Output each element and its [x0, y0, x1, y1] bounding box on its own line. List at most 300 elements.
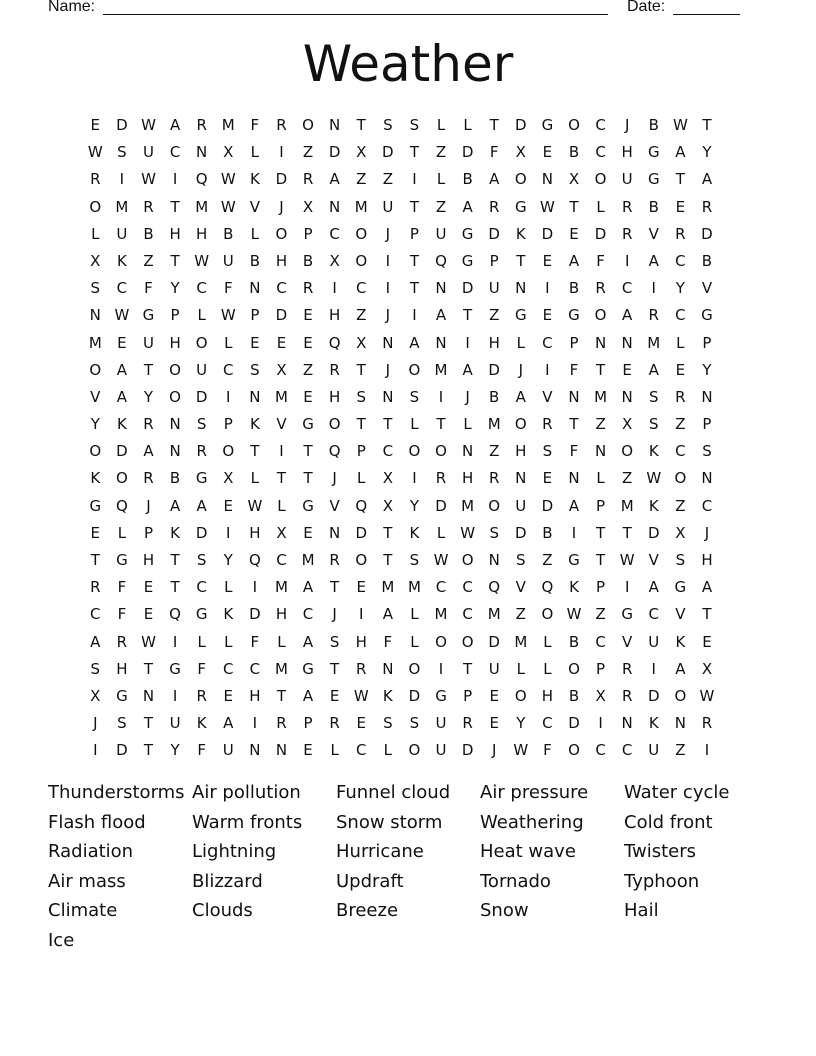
- grid-cell: N: [329, 116, 341, 134]
- grid-cell: L: [543, 659, 552, 678]
- grid-cell: L: [197, 632, 206, 651]
- grid-cell: G: [302, 496, 314, 515]
- word-list-item: Snow storm: [336, 811, 443, 833]
- grid-cell: T: [595, 360, 606, 379]
- grid-cell: N: [169, 442, 181, 461]
- grid-cell: W: [460, 523, 476, 542]
- grid-cell: K: [648, 714, 659, 733]
- grid-cell: A: [302, 578, 314, 597]
- grid-cell: N: [382, 333, 394, 352]
- grid-cell: K: [648, 442, 659, 461]
- grid-cell: H: [701, 551, 713, 569]
- grid-cell: G: [461, 224, 474, 243]
- grid-row: [82, 330, 720, 357]
- grid-cell: Z: [595, 605, 606, 624]
- grid-cell: W: [247, 496, 263, 515]
- grid-cell: J: [332, 469, 337, 488]
- grid-cell: I: [412, 306, 417, 325]
- grid-cell: O: [89, 360, 102, 379]
- grid-cell: L: [383, 741, 392, 760]
- grid-cell: I: [651, 279, 656, 298]
- grid-cell: O: [169, 360, 181, 379]
- grid-cell: V: [90, 387, 101, 406]
- grid-cell: T: [356, 360, 366, 379]
- grid-cell: T: [409, 279, 419, 298]
- grid-cell: Y: [409, 496, 419, 515]
- grid-cell: N: [621, 387, 633, 406]
- grid-cell: U: [382, 197, 394, 216]
- grid-cell: D: [488, 360, 500, 379]
- grid-cell: H: [621, 143, 633, 162]
- grid-cell: L: [277, 496, 286, 515]
- grid-row: [82, 601, 720, 628]
- grid-cell: O: [275, 224, 288, 243]
- grid-cell: T: [330, 659, 340, 678]
- grid-cell: X: [568, 170, 580, 189]
- grid-cell: D: [461, 741, 474, 760]
- grid-cell: X: [701, 659, 713, 678]
- grid-cell: L: [436, 523, 446, 542]
- grid-cell: T: [170, 197, 180, 216]
- grid-cell: S: [383, 714, 393, 733]
- grid-cell: X: [276, 360, 287, 379]
- grid-cell: N: [329, 523, 341, 542]
- grid-cell: J: [465, 387, 470, 406]
- grid-cell: I: [598, 714, 603, 733]
- grid-cell: O: [461, 551, 474, 569]
- grid-cell: E: [303, 333, 313, 352]
- grid-cell: W: [220, 306, 236, 325]
- grid-cell: D: [382, 143, 394, 162]
- grid-cell: H: [169, 224, 181, 243]
- grid-cell: T: [276, 469, 287, 488]
- grid-cell: O: [328, 415, 341, 434]
- grid-cell: I: [359, 605, 364, 624]
- grid-cell: M: [407, 578, 421, 597]
- grid-cell: I: [279, 143, 284, 162]
- grid-cell: K: [382, 686, 393, 705]
- grid-cell: S: [196, 415, 207, 434]
- grid-cell: E: [90, 116, 101, 134]
- grid-cell: A: [169, 496, 181, 515]
- grid-cell: J: [385, 360, 391, 379]
- grid-cell: N: [89, 306, 101, 325]
- grid-cell: R: [595, 279, 606, 298]
- grid-cell: L: [357, 469, 366, 488]
- grid-cell: L: [250, 469, 260, 488]
- grid-cell: O: [89, 442, 102, 461]
- grid-cell: M: [594, 387, 608, 406]
- grid-cell: A: [223, 714, 234, 733]
- grid-cell: A: [675, 143, 686, 162]
- grid-cell: L: [277, 632, 286, 651]
- grid-cell: L: [596, 469, 605, 488]
- grid-cell: O: [594, 170, 607, 189]
- grid-cell: O: [568, 659, 580, 678]
- grid-cell: C: [435, 578, 447, 597]
- grid-cell: G: [514, 306, 527, 325]
- word-list-item: Heat wave: [480, 841, 576, 863]
- grid-cell: J: [93, 714, 98, 733]
- grid-cell: V: [701, 279, 713, 298]
- grid-cell: L: [250, 224, 260, 243]
- word-list-item: Water cycle: [624, 782, 730, 803]
- grid-cell: T: [330, 578, 340, 597]
- grid-cell: R: [302, 170, 314, 189]
- grid-cell: R: [143, 469, 154, 488]
- grid-cell: K: [675, 632, 686, 651]
- grid-cell: I: [438, 387, 444, 406]
- grid-cell: C: [249, 659, 261, 678]
- grid-cell: T: [303, 469, 313, 488]
- grid-cell: L: [330, 741, 339, 760]
- word-list-item: Radiation: [48, 841, 134, 863]
- word-list-item: Funnel cloud: [336, 782, 451, 803]
- grid-cell: L: [436, 170, 446, 189]
- grid-cell: U: [222, 741, 234, 760]
- grid-cell: T: [250, 442, 260, 461]
- grid-cell: N: [568, 469, 580, 488]
- grid-cell: R: [701, 197, 713, 216]
- grid-cell: C: [595, 116, 606, 134]
- grid-cell: Z: [435, 197, 447, 216]
- grid-cell: T: [463, 659, 473, 678]
- grid-row: [82, 710, 720, 737]
- grid-cell: R: [196, 442, 207, 461]
- grid-cell: A: [648, 251, 659, 270]
- grid-cell: U: [116, 224, 128, 243]
- grid-cell: E: [250, 333, 260, 352]
- grid-cell: Q: [355, 496, 368, 515]
- grid-cell: P: [409, 224, 419, 243]
- grid-cell: N: [674, 714, 686, 733]
- grid-cell: F: [117, 578, 127, 597]
- grid-cell: I: [226, 523, 231, 542]
- word-list-item: Warm fronts: [192, 811, 303, 833]
- grid-row: [82, 112, 720, 139]
- grid-row: [82, 493, 720, 520]
- grid-cell: D: [541, 496, 554, 515]
- grid-cell: T: [622, 523, 632, 542]
- grid-cell: A: [302, 632, 314, 651]
- grid-cell: D: [647, 686, 660, 705]
- grid-cell: V: [542, 387, 553, 406]
- grid-cell: Z: [143, 251, 154, 270]
- grid-cell: L: [224, 632, 233, 651]
- grid-cell: H: [249, 523, 261, 542]
- grid-cell: O: [408, 659, 421, 678]
- grid-cell: K: [116, 415, 127, 434]
- grid-cell: N: [594, 333, 607, 352]
- grid-cell: Z: [595, 415, 606, 434]
- grid-cell: T: [463, 306, 473, 325]
- grid-cell: Q: [195, 170, 208, 189]
- grid-cell: I: [438, 659, 444, 678]
- grid-cell: T: [569, 197, 579, 216]
- grid-cell: S: [409, 116, 420, 134]
- grid-cell: Z: [382, 170, 393, 189]
- grid-cell: O: [514, 686, 527, 705]
- grid-cell: M: [221, 116, 235, 134]
- grid-cell: S: [649, 415, 659, 434]
- grid-cell: U: [142, 143, 154, 162]
- grid-cell: W: [672, 116, 688, 134]
- grid-cell: K: [249, 170, 260, 189]
- grid-cell: P: [489, 251, 499, 270]
- grid-cell: G: [701, 306, 713, 325]
- grid-cell: N: [169, 415, 181, 434]
- grid-cell: P: [569, 333, 579, 352]
- grid-cell: T: [702, 116, 712, 134]
- grid-cell: D: [275, 306, 288, 325]
- grid-cell: S: [250, 360, 260, 379]
- grid-cell: O: [674, 469, 687, 488]
- word-list-item: Hail: [624, 900, 659, 922]
- grid-cell: D: [701, 224, 713, 243]
- grid-cell: Z: [675, 496, 686, 515]
- grid-cell: Z: [675, 741, 686, 760]
- grid-cell: U: [435, 224, 447, 243]
- grid-cell: R: [196, 686, 207, 705]
- grid-cell: L: [516, 659, 525, 678]
- grid-cell: Q: [328, 442, 341, 461]
- grid-cell: P: [596, 659, 606, 678]
- grid-cell: U: [648, 632, 660, 651]
- grid-cell: O: [355, 551, 368, 569]
- grid-cell: F: [383, 632, 393, 651]
- grid-cell: E: [90, 523, 101, 542]
- grid-cell: N: [701, 469, 713, 488]
- grid-cell: X: [90, 251, 101, 270]
- grid-cell: O: [488, 496, 501, 515]
- grid-cell: V: [622, 632, 633, 651]
- grid-cell: A: [329, 170, 340, 189]
- grid-cell: L: [410, 415, 419, 434]
- grid-cell: I: [252, 714, 258, 733]
- grid-cell: J: [518, 360, 524, 379]
- grid-cell: E: [675, 197, 686, 216]
- grid-cell: C: [302, 605, 314, 624]
- grid-cell: G: [116, 686, 128, 705]
- grid-cell: B: [223, 224, 234, 243]
- word-list-item: Thunderstorms: [48, 782, 185, 803]
- grid-cell: P: [702, 415, 712, 434]
- grid-row: [82, 411, 720, 438]
- grid-row: [82, 683, 720, 710]
- grid-cell: A: [568, 251, 580, 270]
- grid-cell: I: [624, 578, 630, 597]
- grid-cell: W: [433, 551, 449, 569]
- grid-cell: W: [194, 251, 210, 270]
- grid-cell: K: [196, 714, 207, 733]
- grid-row: [82, 520, 720, 547]
- grid-cell: T: [356, 116, 366, 134]
- grid-cell: T: [675, 170, 685, 189]
- grid-cell: N: [382, 387, 394, 406]
- grid-cell: L: [91, 224, 100, 243]
- grid-cell: O: [461, 632, 474, 651]
- date-label: Date:: [627, 0, 666, 15]
- grid-cell: C: [196, 279, 207, 298]
- word-list-item: Clouds: [192, 900, 253, 922]
- grid-cell: M: [274, 578, 288, 597]
- grid-cell: T: [409, 251, 419, 270]
- grid-cell: I: [385, 251, 391, 270]
- grid-cell: S: [409, 551, 420, 569]
- grid-cell: K: [90, 469, 101, 488]
- grid-cell: A: [435, 306, 447, 325]
- date-line: [673, 14, 740, 15]
- grid-cell: R: [621, 197, 633, 216]
- grid-cell: B: [169, 469, 181, 488]
- grid-cell: B: [462, 170, 473, 189]
- grid-cell: D: [195, 387, 208, 406]
- grid-cell: R: [90, 578, 101, 597]
- grid-cell: T: [356, 415, 366, 434]
- grid-row: [82, 139, 720, 166]
- grid-cell: W: [141, 116, 156, 134]
- grid-cell: Z: [489, 306, 500, 325]
- grid-cell: O: [89, 197, 102, 216]
- grid-cell: Z: [302, 360, 314, 379]
- grid-cell: S: [675, 551, 686, 569]
- grid-cell: O: [355, 251, 368, 270]
- grid-cell: E: [303, 741, 313, 760]
- grid-cell: V: [329, 496, 340, 515]
- grid-cell: I: [252, 578, 258, 597]
- grid-cell: A: [701, 170, 713, 189]
- grid-cell: I: [412, 170, 417, 189]
- grid-cell: X: [675, 523, 686, 542]
- grid-cell: G: [435, 686, 447, 705]
- grid-cell: A: [409, 333, 420, 352]
- grid-cell: V: [515, 578, 526, 597]
- grid-cell: X: [382, 469, 393, 488]
- grid-cell: O: [302, 116, 314, 134]
- grid-cell: R: [276, 116, 287, 134]
- grid-cell: Y: [702, 360, 712, 379]
- grid-row: [82, 574, 720, 601]
- grid-cell: X: [595, 686, 606, 705]
- grid-row: [82, 221, 720, 248]
- grid-row: [82, 248, 720, 275]
- grid-cell: L: [436, 116, 446, 134]
- grid-cell: X: [329, 251, 340, 270]
- grid-cell: E: [143, 605, 154, 624]
- grid-cell: X: [382, 496, 393, 515]
- grid-cell: W: [114, 306, 130, 325]
- grid-cell: C: [169, 143, 181, 162]
- grid-cell: T: [436, 415, 446, 434]
- header: [48, 0, 748, 20]
- grid-cell: G: [674, 578, 687, 597]
- grid-cell: A: [116, 387, 128, 406]
- grid-cell: R: [302, 279, 314, 298]
- grid-cell: O: [514, 170, 527, 189]
- grid-cell: M: [195, 197, 209, 216]
- grid-cell: E: [303, 306, 313, 325]
- grid-cell: T: [595, 551, 606, 569]
- grid-cell: Y: [170, 279, 180, 298]
- grid-cell: Z: [542, 551, 553, 569]
- grid-cell: U: [435, 714, 447, 733]
- grid-cell: X: [356, 143, 367, 162]
- grid-cell: E: [356, 714, 366, 733]
- grid-cell: S: [383, 116, 393, 134]
- grid-cell: D: [195, 523, 208, 542]
- grid-cell: M: [354, 197, 368, 216]
- grid-cell: R: [542, 415, 553, 434]
- name-label: Name:: [48, 0, 96, 15]
- grid-cell: F: [596, 251, 605, 270]
- grid-cell: S: [542, 442, 553, 461]
- grid-cell: K: [409, 523, 420, 542]
- grid-cell: E: [223, 496, 233, 515]
- word-list-item: Blizzard: [192, 870, 263, 892]
- grid-cell: B: [143, 224, 154, 243]
- grid-cell: J: [146, 496, 151, 515]
- word-list-item: Air mass: [48, 870, 126, 892]
- grid-cell: C: [542, 333, 553, 352]
- grid-cell: E: [489, 714, 499, 733]
- grid-cell: E: [356, 578, 366, 597]
- word-list-item: Air pollution: [192, 782, 301, 803]
- grid-cell: L: [410, 632, 419, 651]
- grid-cell: C: [542, 714, 553, 733]
- grid-cell: M: [434, 360, 448, 379]
- grid-cell: C: [223, 659, 234, 678]
- word-search-grid: [82, 112, 720, 765]
- grid-cell: C: [595, 741, 606, 760]
- grid-cell: A: [568, 496, 580, 515]
- word-list-item: Weathering: [480, 811, 584, 833]
- word-list-item: Flash flood: [48, 811, 146, 833]
- grid-cell: A: [515, 387, 526, 406]
- grid-cell: P: [702, 333, 712, 352]
- grid-cell: H: [355, 632, 367, 651]
- grid-cell: R: [621, 686, 633, 705]
- grid-cell: F: [223, 279, 233, 298]
- grid-cell: C: [382, 442, 394, 461]
- grid-cell: N: [515, 469, 527, 488]
- grid-cell: V: [249, 197, 260, 216]
- grid-cell: P: [356, 442, 366, 461]
- grid-cell: N: [382, 659, 394, 678]
- grid-cell: A: [648, 578, 659, 597]
- grid-row: [82, 737, 720, 764]
- grid-cell: H: [142, 551, 155, 569]
- grid-cell: L: [463, 415, 472, 434]
- grid-cell: Q: [248, 551, 261, 569]
- grid-cell: O: [621, 442, 634, 461]
- grid-cell: S: [516, 551, 526, 569]
- grid-cell: W: [220, 170, 236, 189]
- grid-cell: R: [488, 197, 500, 216]
- grid-cell: G: [116, 551, 128, 569]
- grid-cell: B: [701, 251, 713, 270]
- grid-cell: C: [329, 224, 340, 243]
- grid-cell: W: [353, 686, 369, 705]
- grid-cell: R: [488, 469, 500, 488]
- grid-cell: C: [648, 605, 659, 624]
- grid-cell: B: [249, 251, 260, 270]
- grid-cell: P: [303, 224, 313, 243]
- grid-cell: L: [410, 605, 419, 624]
- grid-cell: N: [249, 387, 261, 406]
- grid-cell: B: [568, 686, 580, 705]
- grid-cell: S: [649, 387, 659, 406]
- grid-cell: E: [542, 469, 553, 488]
